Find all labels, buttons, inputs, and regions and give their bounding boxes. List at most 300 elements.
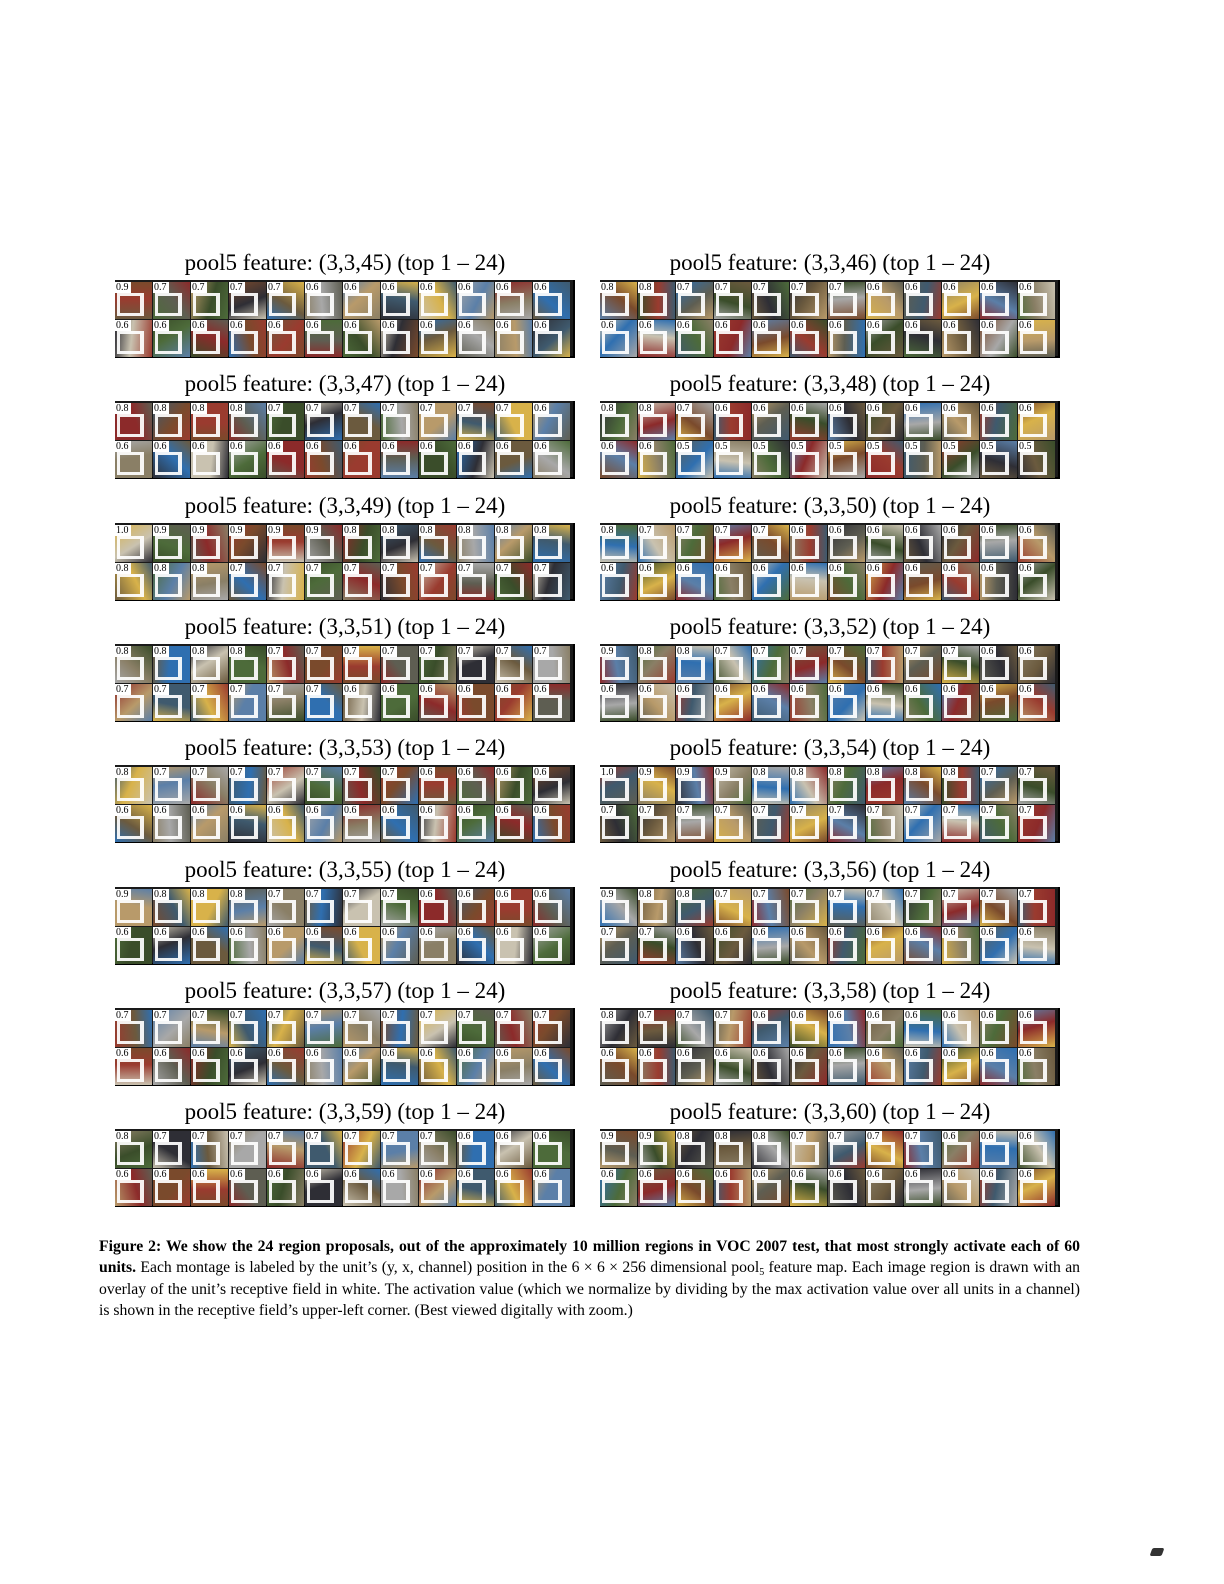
activation-value-label: 0.7 [905, 645, 918, 657]
receptive-field-overlay [193, 938, 220, 961]
region-thumbnail [419, 441, 456, 478]
activation-value-label: 0.8 [715, 1131, 728, 1143]
region-thumbnail [828, 646, 865, 683]
activation-value-label: 0.8 [116, 562, 129, 574]
region-thumbnail [229, 282, 266, 319]
region-thumbnail [676, 805, 713, 842]
activation-value-label: 0.8 [344, 524, 357, 536]
receptive-field-overlay [345, 695, 372, 718]
panel-title: pool5 feature: (3,3,54) (top 1 – 24) [669, 735, 991, 761]
receptive-field-overlay [716, 414, 743, 437]
region-thumbnail [866, 563, 903, 600]
activation-value-label: 0.6 [154, 1169, 167, 1181]
region-montage [600, 644, 1060, 722]
feature-panel [115, 371, 575, 479]
activation-value-label: 0.6 [791, 524, 804, 536]
receptive-field-overlay [345, 331, 372, 354]
figure-caption [99, 1236, 1080, 1322]
receptive-field-overlay [497, 331, 524, 354]
receptive-field-overlay [640, 536, 667, 559]
receptive-field-overlay [754, 331, 781, 354]
receptive-field-overlay [155, 414, 182, 437]
activation-value-label: 0.6 [458, 683, 471, 695]
region-thumbnail [790, 927, 827, 964]
region-thumbnail [229, 805, 266, 842]
receptive-field-overlay [640, 293, 667, 316]
receptive-field-overlay [944, 778, 971, 801]
region-thumbnail [115, 767, 152, 804]
receptive-field-overlay [754, 938, 781, 961]
region-thumbnail [381, 563, 418, 600]
receptive-field-overlay [231, 452, 258, 475]
region-thumbnail [638, 684, 675, 721]
activation-value-label: 0.6 [829, 320, 842, 331]
region-thumbnail [305, 525, 342, 562]
region-thumbnail [600, 646, 637, 683]
activation-value-label: 0.9 [601, 1131, 614, 1143]
activation-value-label: 0.7 [306, 1009, 319, 1021]
region-thumbnail [790, 441, 827, 478]
region-thumbnail [533, 889, 570, 926]
receptive-field-overlay [117, 574, 144, 597]
activation-value-label: 0.6 [496, 888, 509, 900]
receptive-field-overlay [868, 778, 895, 801]
receptive-field-overlay [231, 900, 258, 923]
receptive-field-overlay [982, 1180, 1009, 1203]
receptive-field-overlay [345, 938, 372, 961]
activation-value-label: 0.6 [306, 282, 319, 293]
receptive-field-overlay [497, 293, 524, 316]
region-thumbnail [828, 805, 865, 842]
receptive-field-overlay [497, 1142, 524, 1165]
activation-value-label: 0.6 [382, 1169, 395, 1181]
activation-value-label: 0.5 [905, 441, 918, 453]
region-thumbnail [419, 927, 456, 964]
receptive-field-overlay [982, 657, 1009, 680]
receptive-field-overlay [345, 452, 372, 475]
receptive-field-overlay [193, 900, 220, 923]
region-thumbnail [904, 525, 941, 562]
receptive-field-overlay [497, 452, 524, 475]
activation-value-label: 0.8 [154, 562, 167, 574]
region-thumbnail [1018, 889, 1055, 926]
activation-value-label: 0.6 [420, 805, 433, 817]
region-montage [600, 280, 1060, 358]
region-thumbnail [600, 563, 637, 600]
activation-value-label: 0.7 [344, 1009, 357, 1021]
activation-value-label: 0.6 [534, 683, 547, 695]
activation-value-label: 0.6 [981, 1009, 994, 1021]
region-thumbnail [191, 927, 228, 964]
region-thumbnail [1018, 805, 1055, 842]
receptive-field-overlay [307, 536, 334, 559]
activation-value-label: 0.6 [420, 441, 433, 453]
receptive-field-overlay [117, 657, 144, 680]
receptive-field-overlay [982, 938, 1009, 961]
region-thumbnail [115, 1048, 152, 1085]
region-thumbnail [1018, 1169, 1055, 1206]
activation-value-label: 0.7 [420, 1009, 433, 1021]
activation-value-label: 0.8 [639, 888, 652, 900]
region-thumbnail [866, 1169, 903, 1206]
activation-value-label: 0.7 [420, 645, 433, 657]
receptive-field-overlay [868, 574, 895, 597]
activation-value-label: 0.6 [943, 282, 956, 293]
receptive-field-overlay [830, 900, 857, 923]
region-thumbnail [457, 1048, 494, 1085]
receptive-field-overlay [117, 778, 144, 801]
activation-value-label: 0.6 [534, 1131, 547, 1143]
region-thumbnail [457, 563, 494, 600]
region-thumbnail [305, 320, 342, 357]
activation-value-label: 0.8 [116, 403, 129, 415]
region-thumbnail [495, 684, 532, 721]
caption-label: Figure 2: [99, 1237, 162, 1255]
activation-value-label: 0.7 [192, 1009, 205, 1021]
region-thumbnail [980, 320, 1017, 357]
receptive-field-overlay [982, 536, 1009, 559]
activation-value-label: 0.8 [601, 524, 614, 536]
activation-value-label: 0.6 [753, 320, 766, 331]
activation-value-label: 0.6 [230, 320, 243, 331]
activation-value-label: 0.7 [677, 403, 690, 415]
receptive-field-overlay [906, 900, 933, 923]
region-thumbnail [229, 767, 266, 804]
receptive-field-overlay [792, 657, 819, 680]
region-thumbnail [600, 1048, 637, 1085]
activation-value-label: 0.7 [268, 888, 281, 900]
activation-value-label: 0.5 [791, 441, 804, 453]
receptive-field-overlay [716, 816, 743, 839]
receptive-field-overlay [982, 414, 1009, 437]
region-thumbnail [419, 320, 456, 357]
receptive-field-overlay [868, 1021, 895, 1044]
activation-value-label: 0.7 [306, 562, 319, 574]
receptive-field-overlay [535, 900, 562, 923]
activation-value-label: 0.9 [192, 524, 205, 536]
region-thumbnail [533, 1169, 570, 1206]
receptive-field-overlay [155, 536, 182, 559]
region-thumbnail [828, 1131, 865, 1168]
activation-value-label: 0.7 [715, 805, 728, 817]
activation-value-label: 1.0 [601, 767, 614, 779]
receptive-field-overlay [792, 293, 819, 316]
activation-value-label: 0.7 [230, 562, 243, 574]
activation-value-label: 0.5 [943, 441, 956, 453]
receptive-field-overlay [1020, 1021, 1047, 1044]
region-thumbnail [381, 441, 418, 478]
region-thumbnail [305, 1048, 342, 1085]
receptive-field-overlay [1020, 1180, 1047, 1203]
activation-value-label: 0.6 [1019, 1169, 1032, 1181]
receptive-field-overlay [716, 1059, 743, 1082]
activation-value-label: 0.6 [981, 683, 994, 695]
receptive-field-overlay [944, 1180, 971, 1203]
activation-value-label: 0.6 [753, 926, 766, 938]
region-thumbnail [305, 927, 342, 964]
region-thumbnail [752, 805, 789, 842]
receptive-field-overlay [602, 1180, 629, 1203]
receptive-field-overlay [906, 1059, 933, 1082]
region-thumbnail [638, 282, 675, 319]
receptive-field-overlay [383, 695, 410, 718]
activation-value-label: 0.6 [1019, 403, 1032, 415]
receptive-field-overlay [792, 1180, 819, 1203]
region-thumbnail [419, 563, 456, 600]
region-thumbnail [676, 889, 713, 926]
receptive-field-overlay [944, 695, 971, 718]
activation-value-label: 0.6 [306, 805, 319, 817]
activation-value-label: 0.6 [829, 926, 842, 938]
receptive-field-overlay [792, 414, 819, 437]
activation-value-label: 0.6 [116, 320, 129, 331]
region-montage [600, 765, 1060, 843]
activation-value-label: 0.7 [268, 1009, 281, 1021]
activation-value-label: 0.6 [981, 1047, 994, 1059]
activation-value-label: 0.6 [601, 683, 614, 695]
region-thumbnail [343, 403, 380, 440]
activation-value-label: 0.6 [534, 1047, 547, 1059]
receptive-field-overlay [383, 938, 410, 961]
activation-value-label: 0.7 [791, 282, 804, 293]
receptive-field-overlay [345, 816, 372, 839]
activation-value-label: 0.7 [791, 888, 804, 900]
activation-value-label: 0.6 [753, 562, 766, 574]
region-thumbnail [495, 441, 532, 478]
region-thumbnail [457, 805, 494, 842]
receptive-field-overlay [678, 331, 705, 354]
activation-value-label: 0.6 [677, 1169, 690, 1181]
activation-value-label: 0.7 [192, 683, 205, 695]
region-thumbnail [267, 441, 304, 478]
activation-value-label: 0.6 [496, 320, 509, 331]
activation-value-label: 0.8 [677, 1131, 690, 1143]
region-thumbnail [153, 889, 190, 926]
region-thumbnail [419, 684, 456, 721]
receptive-field-overlay [678, 938, 705, 961]
region-thumbnail [191, 684, 228, 721]
panel-title: pool5 feature: (3,3,60) (top 1 – 24) [669, 1099, 991, 1125]
region-thumbnail [676, 767, 713, 804]
activation-value-label: 0.6 [981, 282, 994, 293]
region-thumbnail [980, 282, 1017, 319]
activation-value-label: 0.6 [867, 1169, 880, 1181]
receptive-field-overlay [193, 778, 220, 801]
activation-value-label: 0.7 [344, 403, 357, 415]
activation-value-label: 0.7 [116, 1009, 129, 1021]
region-thumbnail [419, 1169, 456, 1206]
region-thumbnail [153, 525, 190, 562]
receptive-field-overlay [640, 1059, 667, 1082]
activation-value-label: 0.6 [943, 403, 956, 415]
region-thumbnail [191, 320, 228, 357]
region-thumbnail [457, 525, 494, 562]
receptive-field-overlay [754, 452, 781, 475]
region-montage [600, 401, 1060, 479]
region-thumbnail [495, 1048, 532, 1085]
activation-value-label: 0.7 [715, 282, 728, 293]
region-thumbnail [495, 646, 532, 683]
activation-value-label: 1.0 [116, 524, 129, 536]
activation-value-label: 0.7 [601, 805, 614, 817]
region-thumbnail [343, 805, 380, 842]
region-thumbnail [533, 684, 570, 721]
receptive-field-overlay [906, 574, 933, 597]
region-thumbnail [381, 767, 418, 804]
region-thumbnail [980, 1010, 1017, 1047]
region-thumbnail [638, 1169, 675, 1206]
activation-value-label: 0.6 [1019, 320, 1032, 331]
region-thumbnail [676, 646, 713, 683]
activation-value-label: 0.6 [534, 805, 547, 817]
receptive-field-overlay [155, 293, 182, 316]
receptive-field-overlay [231, 293, 258, 316]
receptive-field-overlay [497, 536, 524, 559]
region-thumbnail [115, 889, 152, 926]
feature-panel [115, 493, 575, 601]
receptive-field-overlay [944, 293, 971, 316]
receptive-field-overlay [982, 778, 1009, 801]
activation-value-label: 0.6 [867, 926, 880, 938]
activation-value-label: 0.7 [458, 562, 471, 574]
activation-value-label: 0.8 [601, 1009, 614, 1021]
activation-value-label: 0.6 [905, 524, 918, 536]
region-thumbnail [457, 1010, 494, 1047]
receptive-field-overlay [383, 1180, 410, 1203]
activation-value-label: 0.6 [458, 926, 471, 938]
activation-value-label: 0.6 [230, 926, 243, 938]
activation-value-label: 0.6 [192, 1169, 205, 1181]
receptive-field-overlay [421, 938, 448, 961]
region-thumbnail [676, 684, 713, 721]
receptive-field-overlay [345, 1021, 372, 1044]
region-thumbnail [866, 805, 903, 842]
activation-value-label: 0.7 [268, 645, 281, 657]
activation-value-label: 0.6 [639, 441, 652, 453]
region-thumbnail [229, 684, 266, 721]
activation-value-label: 0.8 [791, 767, 804, 779]
receptive-field-overlay [754, 1059, 781, 1082]
activation-value-label: 0.7 [1019, 888, 1032, 900]
receptive-field-overlay [459, 778, 486, 801]
region-thumbnail [115, 646, 152, 683]
region-thumbnail [866, 767, 903, 804]
region-thumbnail [638, 805, 675, 842]
region-thumbnail [191, 1010, 228, 1047]
receptive-field-overlay [535, 574, 562, 597]
activation-value-label: 0.5 [677, 441, 690, 453]
receptive-field-overlay [421, 778, 448, 801]
activation-value-label: 0.6 [677, 1047, 690, 1059]
activation-value-label: 0.9 [116, 888, 129, 900]
activation-value-label: 0.7 [420, 562, 433, 574]
activation-value-label: 0.7 [943, 645, 956, 657]
activation-value-label: 0.6 [943, 1131, 956, 1143]
region-thumbnail [752, 282, 789, 319]
receptive-field-overlay [678, 1142, 705, 1165]
region-thumbnail [676, 320, 713, 357]
activation-value-label: 0.7 [306, 1131, 319, 1143]
receptive-field-overlay [117, 695, 144, 718]
activation-value-label: 0.6 [534, 403, 547, 415]
region-thumbnail [752, 320, 789, 357]
region-thumbnail [942, 441, 979, 478]
activation-value-label: 0.8 [639, 403, 652, 415]
region-thumbnail [533, 1010, 570, 1047]
activation-value-label: 0.6 [230, 805, 243, 817]
receptive-field-overlay [497, 816, 524, 839]
region-thumbnail [533, 767, 570, 804]
receptive-field-overlay [678, 1180, 705, 1203]
activation-value-label: 0.6 [154, 805, 167, 817]
activation-value-label: 0.6 [534, 926, 547, 938]
receptive-field-overlay [117, 816, 144, 839]
activation-value-label: 0.7 [534, 562, 547, 574]
activation-value-label: 0.9 [639, 1131, 652, 1143]
region-thumbnail [381, 646, 418, 683]
activation-value-label: 0.6 [715, 403, 728, 415]
region-thumbnail [980, 525, 1017, 562]
activation-value-label: 0.6 [496, 926, 509, 938]
receptive-field-overlay [117, 452, 144, 475]
region-thumbnail [866, 927, 903, 964]
receptive-field-overlay [982, 452, 1009, 475]
feature-panel [600, 978, 1060, 1086]
region-thumbnail [752, 1010, 789, 1047]
region-thumbnail [904, 403, 941, 440]
region-thumbnail [267, 646, 304, 683]
activation-value-label: 0.6 [154, 320, 167, 331]
receptive-field-overlay [640, 1180, 667, 1203]
region-thumbnail [267, 1010, 304, 1047]
region-montage [600, 1008, 1060, 1086]
region-thumbnail [495, 320, 532, 357]
receptive-field-overlay [269, 938, 296, 961]
region-thumbnail [229, 403, 266, 440]
activation-value-label: 0.7 [639, 926, 652, 938]
receptive-field-overlay [307, 1021, 334, 1044]
receptive-field-overlay [421, 293, 448, 316]
activation-value-label: 0.6 [715, 320, 728, 331]
region-thumbnail [495, 1169, 532, 1206]
receptive-field-overlay [117, 1021, 144, 1044]
receptive-field-overlay [944, 536, 971, 559]
receptive-field-overlay [754, 1180, 781, 1203]
activation-value-label: 0.6 [905, 1047, 918, 1059]
activation-value-label: 0.6 [1019, 1047, 1032, 1059]
region-thumbnail [191, 403, 228, 440]
panel-title: pool5 feature: (3,3,58) (top 1 – 24) [669, 977, 991, 1003]
region-thumbnail [790, 1131, 827, 1168]
receptive-field-overlay [678, 778, 705, 801]
region-thumbnail [714, 320, 751, 357]
receptive-field-overlay [1020, 695, 1047, 718]
region-thumbnail [866, 282, 903, 319]
region-thumbnail [191, 282, 228, 319]
activation-value-label: 0.6 [268, 320, 281, 331]
receptive-field-overlay [1020, 1142, 1047, 1165]
receptive-field-overlay [307, 1059, 334, 1082]
activation-value-label: 0.6 [344, 683, 357, 695]
receptive-field-overlay [640, 778, 667, 801]
receptive-field-overlay [906, 452, 933, 475]
receptive-field-overlay [459, 1021, 486, 1044]
activation-value-label: 0.6 [791, 683, 804, 695]
receptive-field-overlay [307, 331, 334, 354]
region-montage [115, 1008, 575, 1086]
activation-value-label: 0.7 [715, 524, 728, 536]
region-thumbnail [533, 563, 570, 600]
